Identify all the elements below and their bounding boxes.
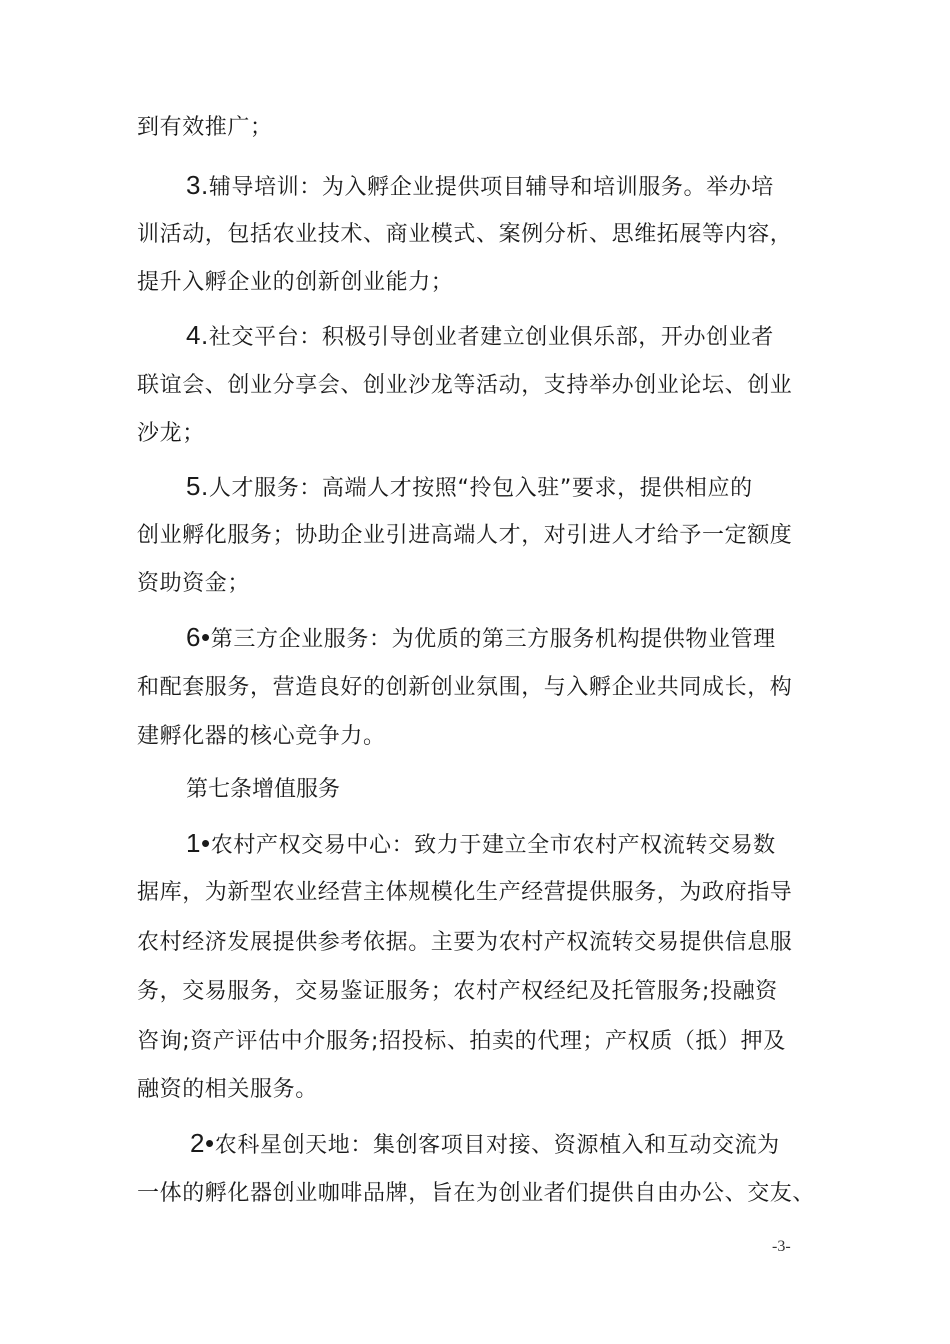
- value-item-2-line-2: 一体的孵化器创业咖啡品牌，旨在为创业者们提供自由办公、交友、: [137, 1181, 816, 1206]
- item-5-line-3: 资助资金；: [137, 571, 251, 596]
- item-4-line-1: 4.社交平台：积极引导创业者建立创业俱乐部，开办创业者: [186, 320, 774, 350]
- item-number: 5.: [186, 471, 209, 501]
- item-6-line-3: 建孵化器的核心竞争力。: [137, 724, 386, 749]
- item-4-line-2: 联谊会、创业分享会、创业沙龙等活动，支持举办创业论坛、创业: [137, 373, 793, 398]
- item-number: 3.: [186, 170, 209, 200]
- item-3-line-1: 3.辅导培训：为入孵企业提供项目辅导和培训服务。举办培: [186, 170, 774, 200]
- value-item-1-line-6: 融资的相关服务。: [137, 1077, 318, 1102]
- item-6-line-1: 6•第三方企业服务：为优质的第三方服务机构提供物业管理: [186, 622, 776, 652]
- item-number: 6•: [186, 622, 211, 652]
- article-heading: 第七条增值服务: [186, 777, 341, 802]
- page-number: -3-: [772, 1238, 791, 1255]
- value-item-1-line-5: 咨询;资产评估中介服务;招投标、拍卖的代理；产权质（抵）押及: [137, 1029, 786, 1054]
- value-item-1-line-2: 据库，为新型农业经营主体规模化生产经营提供服务，为政府指导: [137, 880, 793, 905]
- item-number: 2•: [190, 1128, 215, 1158]
- item-3-line-3: 提升入孵企业的创新创业能力；: [137, 270, 454, 295]
- value-item-1-line-3: 农村经济发展提供参考依据。主要为农村产权流转交易提供信息服: [137, 930, 793, 955]
- paragraph-line: 到有效推广；: [137, 115, 273, 140]
- value-item-1-line-4: 务，交易服务，交易鉴证服务；农村产权经纪及托管服务;投融资: [137, 979, 778, 1004]
- value-item-1-line-1: 1•农村产权交易中心：致力于建立全市农村产权流转交易数: [186, 828, 776, 858]
- item-number: 1•: [186, 828, 211, 858]
- item-5-line-1: 5.人才服务：高端人才按照“拎包入驻”要求，提供相应的: [186, 471, 753, 501]
- item-4-line-3: 沙龙；: [137, 421, 205, 446]
- item-3-line-2: 训活动，包括农业技术、商业模式、案例分析、思维拓展等内容，: [137, 222, 793, 247]
- item-5-line-2: 创业孵化服务；协助企业引进高端人才，对引进人才给予一定额度: [137, 523, 793, 548]
- item-6-line-2: 和配套服务，营造良好的创新创业氛围，与入孵企业共同成长，构: [137, 675, 793, 700]
- value-item-2-line-1: 2•农科星创天地：集创客项目对接、资源植入和互动交流为: [190, 1128, 780, 1158]
- item-number: 4.: [186, 320, 209, 350]
